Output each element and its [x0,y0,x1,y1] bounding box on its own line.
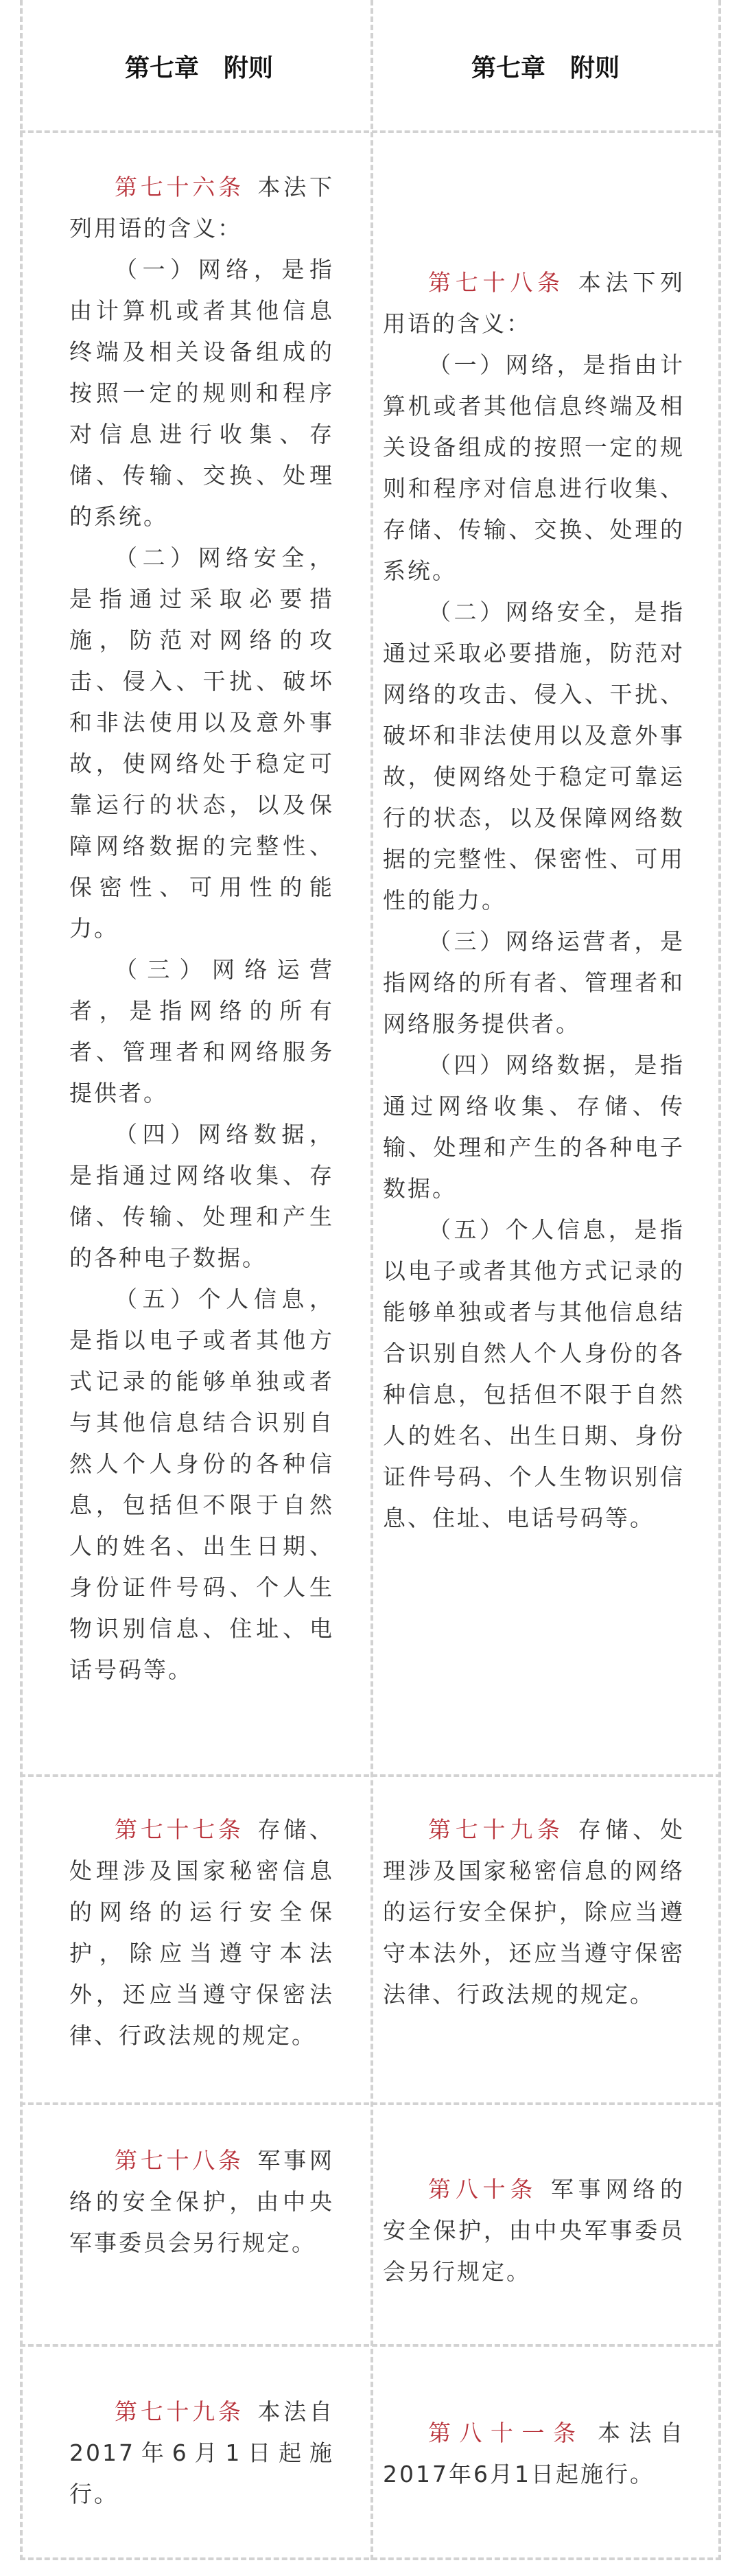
article-number: 第七十九条 [428,1816,565,1843]
article-number: 第七十八条 [428,269,565,296]
article-number: 第七十八条 [115,2147,244,2174]
article-paragraph: 第七十九条 本法自2017年6月1日起施行。 [69,2398,335,2507]
row-divider [20,2557,721,2560]
article-cell-old [69,2391,334,2515]
article-paragraph: 第七十九条 存储、处理涉及国家秘密信息的网络的运行安全保护，除应当遵守本法外，还应当遵守保密法律、行政法规的规定。 [383,1816,685,2008]
article-paragraph: 第七十七条 存储、处理涉及国家秘密信息的网络的运行安全保护，除应当遵守本法外，还应当遵守保密法律、行政法规的规定。 [69,1816,335,2049]
article-cell-new [383,2413,685,2495]
article-cell-new [383,262,685,1539]
article-number: 第七十六条 [115,174,244,200]
article-cell-new [383,1809,685,2015]
article-paragraph: （五）个人信息，是指以电子或者其他方式记录的能够单独或者与其他信息结合识别自然人个人身份的各种信息，包括但不限于自然人的姓名、出生日期、身份证件号码、个人生物识别信息、住址、电话号码等。 [69,1286,334,1683]
article-cell-new [383,2169,685,2293]
article-paragraph: （五）个人信息，是指以电子或者其他方式记录的能够单独或者与其他信息结合识别自然人个人身份的各种信息，包括但不限于自然人的姓名、出生日期、身份证件号码、个人生物识别信息、住址、电话号码等。 [383,1216,685,1531]
article-number: 第七十九条 [115,2398,244,2425]
chapter-heading-new: 第七章 附则 [471,54,620,82]
chapter-heading-old: 第七章 附则 [124,54,273,82]
article-cell-old [69,167,334,1691]
row-divider [20,130,721,133]
article-paragraph: （二）网络安全，是指通过采取必要措施，防范对网络的攻击、侵入、干扰、破坏和非法使用以及意外事故，使网络处于稳定可靠运行的状态，以及保障网络数据的完整性、保密性、可用性的能力。 [383,599,685,914]
article-paragraph: 第七十六条 本法下列用语的含义： [69,174,335,242]
article-paragraph: 第八十一条 本法自2017年6月1日起施行。 [383,2420,685,2487]
article-number: 第八十一条 [428,2420,585,2446]
article-paragraph: （一）网络，是指由计算机或者其他信息终端及相关设备组成的按照一定的规则和程序对信息进行收集、存储、传输、交换、处理的系统。 [69,256,334,530]
article-paragraph: （四）网络数据，是指通过网络收集、存储、传输、处理和产生的各种电子数据。 [383,1052,685,1202]
article-paragraph: （三）网络运营者，是指网络的所有者、管理者和网络服务提供者。 [383,928,685,1037]
article-cell-old [69,1809,334,2056]
row-divider [20,2344,721,2347]
article-paragraph: 第七十八条 本法下列用语的含义： [383,269,685,337]
article-paragraph: （二）网络安全，是指通过采取必要措施，防范对网络的攻击、侵入、干扰、破坏和非法使用以及意外事故，使网络处于稳定可靠运行的状态，以及保障网络数据的完整性、保密性、可用性的能力。 [69,544,334,942]
article-paragraph: （一）网络，是指由计算机或者其他信息终端及相关设备组成的按照一定的规则和程序对信息进行收集、存储、传输、交换、处理的系统。 [383,351,685,584]
column-divider [370,0,373,2560]
article-number: 第七十七条 [115,1816,244,1843]
article-cell-old [69,2140,334,2264]
row-divider [20,1774,721,1777]
article-paragraph: （三）网络运营者，是指网络的所有者、管理者和网络服务提供者。 [69,956,334,1106]
article-paragraph: 第八十条 军事网络的安全保护，由中央军事委员会另行规定。 [383,2176,685,2285]
row-divider [20,2102,721,2105]
article-number: 第八十条 [428,2176,538,2203]
article-paragraph: 第七十八条 军事网络的安全保护，由中央军事委员会另行规定。 [69,2147,335,2256]
article-paragraph: （四）网络数据，是指通过网络收集、存储、传输、处理和产生的各种电子数据。 [69,1121,334,1271]
